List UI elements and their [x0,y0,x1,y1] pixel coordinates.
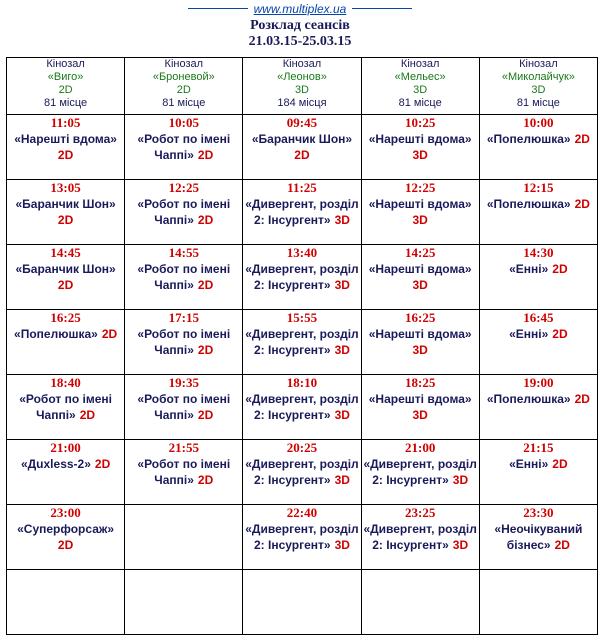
session-time: 14:25 [404,245,436,260]
session-cell [479,115,597,180]
film-title: «Баранчик Шон» [251,132,353,146]
film-title: «Енні» [509,457,549,471]
session-time: 18:10 [286,375,318,390]
session-cell [243,375,361,440]
hall-header [243,58,361,115]
session-time: 22:40 [286,505,318,520]
session-cell [243,440,361,505]
film-format: 3D [334,538,350,552]
session-time: 13:05 [50,180,81,195]
film-title: «Енні» [509,327,549,341]
film-format: 2D [57,538,74,552]
film-format: 2D [101,327,118,341]
film-title: «Робот по імені Чаппі» [19,392,112,422]
session-cell [7,115,125,180]
film-title: «Попелюшка» [486,392,571,406]
session-cell [479,375,597,440]
film-format: 2D [57,148,74,162]
empty-cell [243,570,361,635]
film-title: «Енні» [509,262,549,276]
hall-header-row [7,58,598,115]
hall-seats: 81 місце [398,97,442,109]
film-title: «Робот по імені Чаппі» [137,327,231,357]
session-cell [7,505,125,570]
session-cell [479,440,597,505]
site-link[interactable]: www.multiplex.ua [248,2,353,16]
film-format: 3D [452,538,469,552]
session-time: 19:35 [168,375,199,390]
session-cell [7,180,125,245]
film-format: 2D [197,343,214,357]
session-time: 11:05 [50,115,81,130]
schedule-row [7,505,598,570]
session-cell [361,375,479,440]
session-cell [125,310,243,375]
schedule-row [7,310,598,375]
page-title: Розклад сеансів [250,18,350,33]
session-time: 14:45 [50,245,81,260]
session-cell [361,310,479,375]
empty-row [7,570,598,635]
film-format: 2D [554,538,570,552]
session-cell [125,115,243,180]
film-title: «Дивергент, розділ 2: Інсургент» [245,197,359,227]
empty-cell [361,570,479,635]
film-format: 3D [334,473,350,487]
session-cell [243,310,361,375]
schedule-row [7,375,598,440]
session-cell [361,245,479,310]
hall-label: Кінозал [282,58,322,70]
film-format: 3D [412,148,428,162]
film-title: «Нарешті вдома» [368,132,472,146]
empty-cell [125,570,243,635]
film-title: «Попелюшка» [486,197,571,211]
film-title: «Дивергент, розділ 2: Інсургент» [245,392,359,422]
session-cell [7,245,125,310]
hall-format: 2D [58,84,73,96]
film-title: «Робот по імені Чаппі» [137,197,231,227]
session-time: 13:40 [286,245,318,260]
session-cell [7,310,125,375]
film-format: 2D [197,148,214,162]
film-format: 2D [197,408,214,422]
session-cell [243,180,361,245]
session-time: 18:40 [50,375,81,390]
session-time: 21:15 [523,440,554,455]
hall-name: «Леонов» [277,71,327,83]
film-title: «Попелюшка» [486,132,571,146]
session-time: 09:45 [286,115,318,130]
session-time: 10:05 [168,115,199,130]
session-time: 23:30 [523,505,554,520]
session-cell [479,180,597,245]
film-format: 2D [552,457,568,471]
session-time: 16:45 [523,310,554,325]
schedule-table [6,57,598,635]
session-cell [361,180,479,245]
session-cell [479,245,597,310]
film-format: 2D [79,408,96,422]
session-time: 10:00 [523,115,554,130]
film-title: «Нарешті вдома» [368,197,472,211]
film-format: 2D [552,262,568,276]
film-title: «Дивергент, розділ 2: Інсургент» [245,262,359,292]
session-time: 17:15 [168,310,199,325]
hall-format: 2D [176,84,191,96]
film-format: 2D [197,278,214,292]
hall-header [361,58,479,115]
schedule-row [7,245,598,310]
film-format: 3D [412,343,428,357]
film-format: 3D [412,213,428,227]
session-cell [125,440,243,505]
session-cell [125,180,243,245]
session-time: 18:25 [404,375,436,390]
film-format: 3D [412,408,428,422]
session-cell [361,505,479,570]
hall-format: 3D [531,84,546,96]
film-format: 2D [197,213,214,227]
page-header [0,0,600,50]
film-title: «Дuxless-2» [20,457,91,471]
session-cell [125,245,243,310]
film-title: «Робот по імені Чаппі» [137,132,231,162]
film-title: «Дивергент, розділ 2: Інсургент» [245,522,359,552]
session-time: 23:25 [404,505,436,520]
session-time: 20:25 [286,440,318,455]
hall-header [125,58,243,115]
session-time: 21:55 [168,440,199,455]
film-title: «Баранчик Шон» [15,197,116,211]
session-cell [243,505,361,570]
hall-name: «Мельес» [394,71,446,83]
session-cell [361,115,479,180]
hall-format: 3D [294,84,309,96]
film-title: «Нарешті вдома» [368,327,472,341]
session-cell [361,440,479,505]
session-cell-empty [125,505,243,570]
hall-name: «Миколайчук» [501,71,575,83]
film-format: 2D [294,148,310,162]
film-format: 2D [94,457,111,471]
schedule-row [7,115,598,180]
empty-cell [7,570,125,635]
hall-label: Кінозал [46,58,85,70]
session-cell [7,440,125,505]
session-time: 11:25 [287,180,317,195]
film-title: «Суперфорсаж» [17,522,115,536]
hall-format: 3D [413,84,428,96]
hall-label: Кінозал [519,58,558,70]
film-format: 3D [412,278,428,292]
film-title: «Попелюшка» [14,327,98,341]
film-format: 2D [552,327,568,341]
hall-name: «Броневой» [152,71,215,83]
film-format: 3D [334,213,350,227]
film-format: 2D [574,132,590,146]
film-format: 2D [574,392,590,406]
film-title: «Дивергент, розділ 2: Інсургент» [245,327,359,357]
film-title: «Робот по імені Чаппі» [137,392,231,422]
film-format: 3D [334,408,350,422]
film-title: «Дивергент, розділ 2: Інсургент» [363,457,477,487]
session-time: 12:15 [523,180,554,195]
session-time: 10:25 [404,115,436,130]
film-format: 2D [197,473,214,487]
date-range: 21.03.15-25.03.15 [248,34,352,49]
film-title: «Дивергент, розділ 2: Інсургент» [245,457,359,487]
session-time: 15:55 [286,310,318,325]
session-time: 23:00 [50,505,81,520]
session-time: 12:25 [168,180,199,195]
hall-header [7,58,125,115]
session-time: 21:00 [404,440,436,455]
film-format: 3D [334,343,350,357]
film-title: «Робот по імені Чаппі» [137,457,231,487]
film-format: 3D [452,473,469,487]
empty-cell [479,570,597,635]
film-format: 2D [574,197,590,211]
session-time: 14:55 [168,245,199,260]
session-cell [7,375,125,440]
film-title: «Дивергент, розділ 2: Інсургент» [363,522,477,552]
film-format: 2D [57,213,74,227]
schedule-row [7,440,598,505]
session-time: 12:25 [404,180,436,195]
session-cell [125,375,243,440]
schedule-row [7,180,598,245]
film-title: «Неочікуваний бізнес» [494,522,583,552]
film-format: 3D [334,278,350,292]
hall-label: Кінозал [400,58,440,70]
film-title: «Нарешті вдома» [368,392,472,406]
session-time: 16:25 [50,310,81,325]
session-time: 16:25 [404,310,436,325]
hall-seats: 81 місце [516,97,560,109]
film-format: 2D [57,278,74,292]
film-title: «Нарешті вдома» [368,262,472,276]
session-time: 14:30 [523,245,554,260]
film-title: «Робот по імені Чаппі» [137,262,231,292]
film-title: «Нарешті вдома» [14,132,117,146]
hall-header [479,58,597,115]
session-cell [243,115,361,180]
session-cell [479,505,597,570]
session-cell [243,245,361,310]
hall-seats: 81 місце [162,97,206,109]
hall-seats: 81 місце [44,97,88,109]
session-time: 21:00 [50,440,81,455]
session-cell [479,310,597,375]
session-time: 19:00 [523,375,554,390]
hall-label: Кінозал [164,58,204,70]
film-title: «Баранчик Шон» [15,262,116,276]
hall-name: «Виго» [47,71,84,83]
hall-seats: 184 місця [277,97,327,109]
